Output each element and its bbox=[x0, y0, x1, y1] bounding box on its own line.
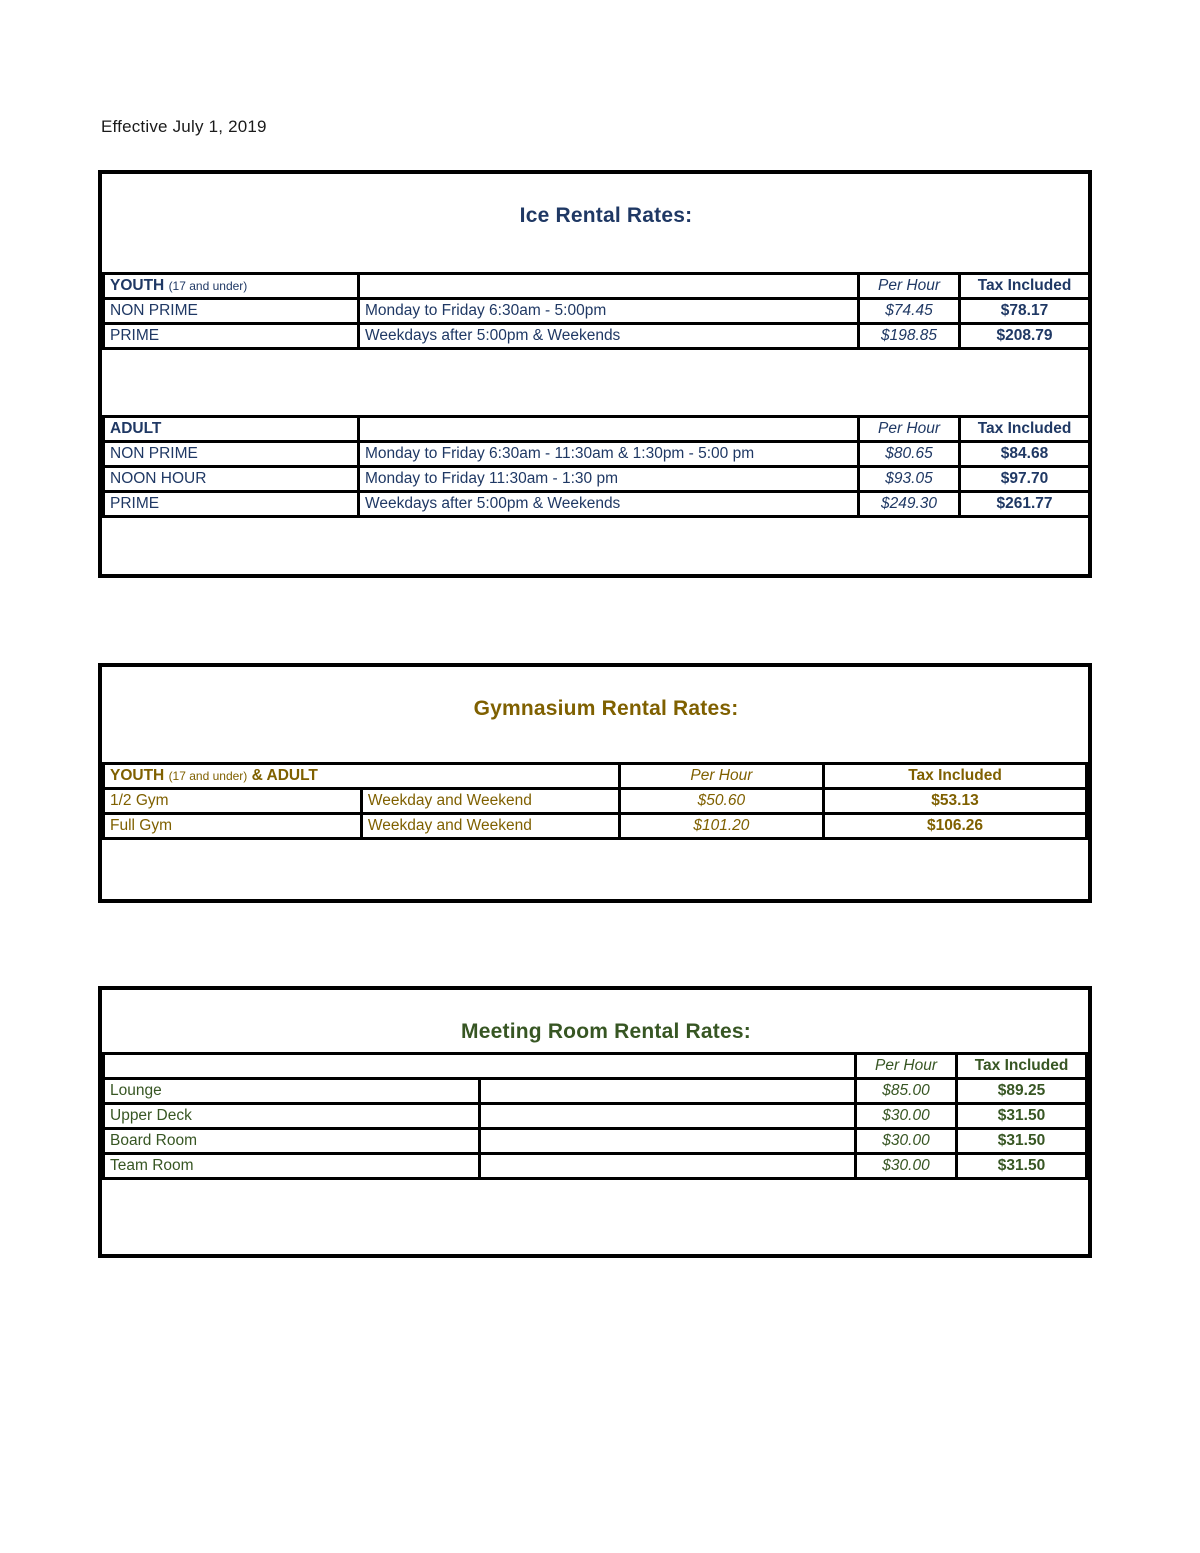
rate-desc-cell: Monday to Friday 11:30am - 1:30 pm bbox=[359, 467, 859, 492]
rate-name-cell: Team Room bbox=[104, 1154, 480, 1179]
tax-included-cell: $31.50 bbox=[957, 1104, 1087, 1129]
per-hour-cell: $249.30 bbox=[859, 492, 960, 517]
gymnasium-rental-rates-box bbox=[98, 663, 1092, 903]
tax-included-cell: $84.68 bbox=[960, 442, 1090, 467]
rate-desc-cell: Monday to Friday 6:30am - 11:30am & 1:30pm - 5:00 pm bbox=[359, 442, 859, 467]
table-row bbox=[104, 324, 1090, 349]
rate-desc-cell: Weekdays after 5:00pm & Weekends bbox=[359, 324, 859, 349]
rate-name-cell: NON PRIME bbox=[104, 442, 359, 467]
adult-header-cell bbox=[104, 417, 359, 442]
youth-header-cell bbox=[104, 274, 359, 299]
per-hour-header-cell: Per Hour bbox=[859, 274, 960, 299]
per-hour-cell: $30.00 bbox=[856, 1104, 957, 1129]
table-row bbox=[104, 492, 1090, 517]
ice-youth-table bbox=[102, 272, 1091, 350]
empty-header-cell bbox=[359, 274, 859, 299]
table-header-row bbox=[104, 417, 1090, 442]
rate-desc-cell: Weekdays after 5:00pm & Weekends bbox=[359, 492, 859, 517]
empty-header-cell bbox=[359, 417, 859, 442]
per-hour-header-cell: Per Hour bbox=[859, 417, 960, 442]
tax-included-header-cell: Tax Included bbox=[957, 1054, 1087, 1079]
tax-included-cell: $261.77 bbox=[960, 492, 1090, 517]
rate-name-cell: NON PRIME bbox=[104, 299, 359, 324]
tax-included-cell: $31.50 bbox=[957, 1129, 1087, 1154]
table-header-row bbox=[104, 274, 1090, 299]
table-row bbox=[104, 1129, 1087, 1154]
rate-name-cell: Board Room bbox=[104, 1129, 480, 1154]
rate-desc-cell bbox=[480, 1129, 856, 1154]
gymnasium-rental-rates-title: Gymnasium Rental Rates: bbox=[473, 697, 739, 720]
effective-date-note: Effective July 1, 2019 bbox=[101, 117, 267, 136]
rate-name-cell: Lounge bbox=[104, 1079, 480, 1104]
per-hour-cell: $101.20 bbox=[619, 814, 823, 839]
tax-included-cell: $106.26 bbox=[824, 814, 1087, 839]
table-header-row bbox=[104, 764, 1087, 789]
rate-name-cell: PRIME bbox=[104, 324, 359, 349]
per-hour-cell: $93.05 bbox=[859, 467, 960, 492]
table-row bbox=[104, 789, 1087, 814]
per-hour-cell: $74.45 bbox=[859, 299, 960, 324]
per-hour-cell: $50.60 bbox=[619, 789, 823, 814]
meeting-room-rental-rates-box bbox=[98, 986, 1092, 1258]
rate-name-cell: Full Gym bbox=[104, 814, 362, 839]
gym-age-note: (17 and under) bbox=[168, 769, 248, 784]
rate-desc-cell: Weekday and Weekend bbox=[361, 789, 619, 814]
meeting-room-table bbox=[102, 1052, 1088, 1180]
table-row bbox=[104, 299, 1090, 324]
youth-age-note: (17 and under) bbox=[168, 279, 248, 294]
table-row bbox=[104, 442, 1090, 467]
tax-included-cell: $31.50 bbox=[957, 1154, 1087, 1179]
rate-name-cell: Upper Deck bbox=[104, 1104, 480, 1129]
tax-included-cell: $53.13 bbox=[824, 789, 1087, 814]
adult-label: ADULT bbox=[110, 420, 162, 438]
per-hour-cell: $85.00 bbox=[856, 1079, 957, 1104]
gym-table bbox=[102, 762, 1088, 840]
table-row bbox=[104, 1079, 1087, 1104]
per-hour-cell: $30.00 bbox=[856, 1129, 957, 1154]
gym-youth-label: YOUTH bbox=[110, 767, 165, 785]
per-hour-cell: $30.00 bbox=[856, 1154, 957, 1179]
ice-rental-rates-box bbox=[98, 170, 1092, 578]
rate-desc-cell: Monday to Friday 6:30am - 5:00pm bbox=[359, 299, 859, 324]
tax-included-cell: $78.17 bbox=[960, 299, 1090, 324]
blank-header-area bbox=[104, 1054, 856, 1079]
rate-name-cell: PRIME bbox=[104, 492, 359, 517]
rate-desc-cell bbox=[480, 1104, 856, 1129]
rate-desc-cell: Weekday and Weekend bbox=[361, 814, 619, 839]
table-row bbox=[104, 1154, 1087, 1179]
table-row bbox=[104, 814, 1087, 839]
table-header-row bbox=[104, 1054, 1087, 1079]
tax-included-header-cell: Tax Included bbox=[960, 274, 1090, 299]
tax-included-header-cell: Tax Included bbox=[824, 764, 1087, 789]
per-hour-header-cell: Per Hour bbox=[856, 1054, 957, 1079]
ice-rental-rates-title: Ice Rental Rates: bbox=[519, 204, 693, 227]
rate-name-cell: 1/2 Gym bbox=[104, 789, 362, 814]
rate-desc-cell bbox=[480, 1079, 856, 1104]
table-row bbox=[104, 467, 1090, 492]
per-hour-cell: $80.65 bbox=[859, 442, 960, 467]
youth-label: YOUTH bbox=[110, 277, 165, 295]
meeting-room-rental-rates-title: Meeting Room Rental Rates: bbox=[461, 1020, 751, 1043]
table-row bbox=[104, 1104, 1087, 1129]
tax-included-header-cell: Tax Included bbox=[960, 417, 1090, 442]
rate-desc-cell bbox=[480, 1154, 856, 1179]
rate-name-cell: NOON HOUR bbox=[104, 467, 359, 492]
per-hour-cell: $198.85 bbox=[859, 324, 960, 349]
ice-adult-table bbox=[102, 415, 1091, 518]
per-hour-header-cell: Per Hour bbox=[619, 764, 823, 789]
tax-included-cell: $89.25 bbox=[957, 1079, 1087, 1104]
tax-included-cell: $208.79 bbox=[960, 324, 1090, 349]
tax-included-cell: $97.70 bbox=[960, 467, 1090, 492]
gym-header-cell bbox=[104, 764, 620, 789]
gym-adult-label: & ADULT bbox=[251, 767, 318, 785]
